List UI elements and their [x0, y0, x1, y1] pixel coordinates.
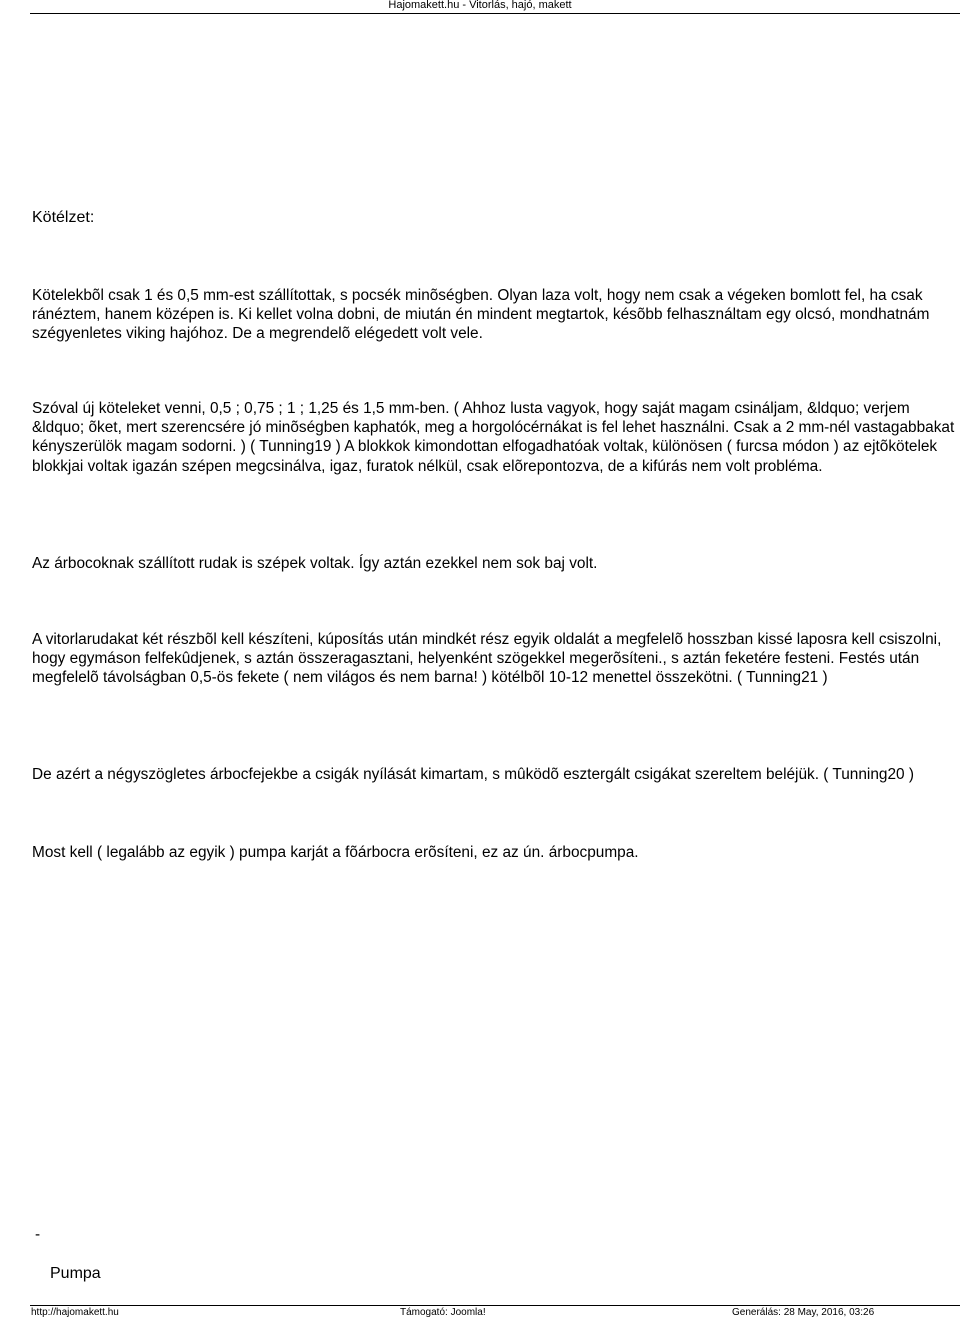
footer-site-link[interactable]: http://hajomakett.hu	[31, 1307, 119, 1318]
image-placeholder-dash: -	[35, 1226, 41, 1243]
header-title: Hajomakett.hu - Vitorlás, hajó, makett	[388, 0, 572, 11]
image-caption: Pumpa	[50, 1265, 101, 1282]
section-heading: Kötélzet:	[32, 209, 95, 226]
footer-support-text: Támogató: Joomla!	[400, 1307, 486, 1318]
page-header	[0, 0, 960, 14]
footer-generated-date: Generálás: 28 May, 2016, 03:26	[732, 1307, 875, 1318]
header-divider	[30, 13, 960, 14]
paragraph-new-ropes: Szóval új köteleket venni, 0,5 ; 0,75 ; 1 ; 1,25 és 1,5 mm-ben. ( Ahhoz lusta vagyok, hogy saját magam csináljam, &ldquo; verjem &ldquo; õket, mert szerencsére jó minõségben kaphatók, meg a horgolócérnákat is fel lehet használni. Csak a 2 mm-nél vastagabbakat kényszerülök magam sodorni. ) ( Tunning19 ) A blokkok kimondottan elfogadhatóak voltak, különösen ( furcsa módon ) az ejtõkötelek blokkjai voltak igazán szépen megcsinálva, igaz, furatok nélkül, csak elõrepontozva, de a kifúrás nem volt probléma.	[32, 400, 955, 475]
paragraph-yards: A vitorlarudakat két részbõl kell készíteni, kúposítás után mindkét rész egyik oldalát a megfelelõ hosszban kissé laposra kell csiszolni, hogy egymáson felfekûdjenek, s aztán összeragasztani, helyenként szögekkel megerõsíteni., s aztán feketére festeni. Festés után megfelelõ távolságban 0,5-ös fekete ( nem világos és nem barna! ) kötélbõl 10-12 menettel összekötni. ( Tunning21 )	[32, 631, 942, 687]
paragraph-pump: Most kell ( legalább az egyik ) pumpa karját a fõárbocra erõsíteni, ez az ún. árbocpumpa.	[32, 844, 639, 861]
paragraph-ropes-quality: Kötelekbõl csak 1 és 0,5 mm-est szállítottak, s pocsék minõségben. Olyan laza volt, hogy nem csak a végeken bomlott fel, ha csak ránéztem, hanem középen is. Ki kellet volna dobni, de miután én mindent megtartok, késõbb felhasználtam egy olcsó, mondhatnám szégyenletes viking hajóhoz. De a megrendelõ elégedett volt vele.	[32, 287, 930, 343]
paragraph-mast-rods: Az árbocoknak szállított rudak is szépek voltak. Így aztán ezekkel nem sok baj volt.	[32, 555, 598, 572]
footer-divider	[30, 1305, 960, 1306]
paragraph-mast-heads: De azért a négyszögletes árbocfejekbe a csigák nyílását kimartam, s mûködõ esztergált csigákat szereltem beléjük. ( Tunning20 )	[32, 766, 914, 783]
